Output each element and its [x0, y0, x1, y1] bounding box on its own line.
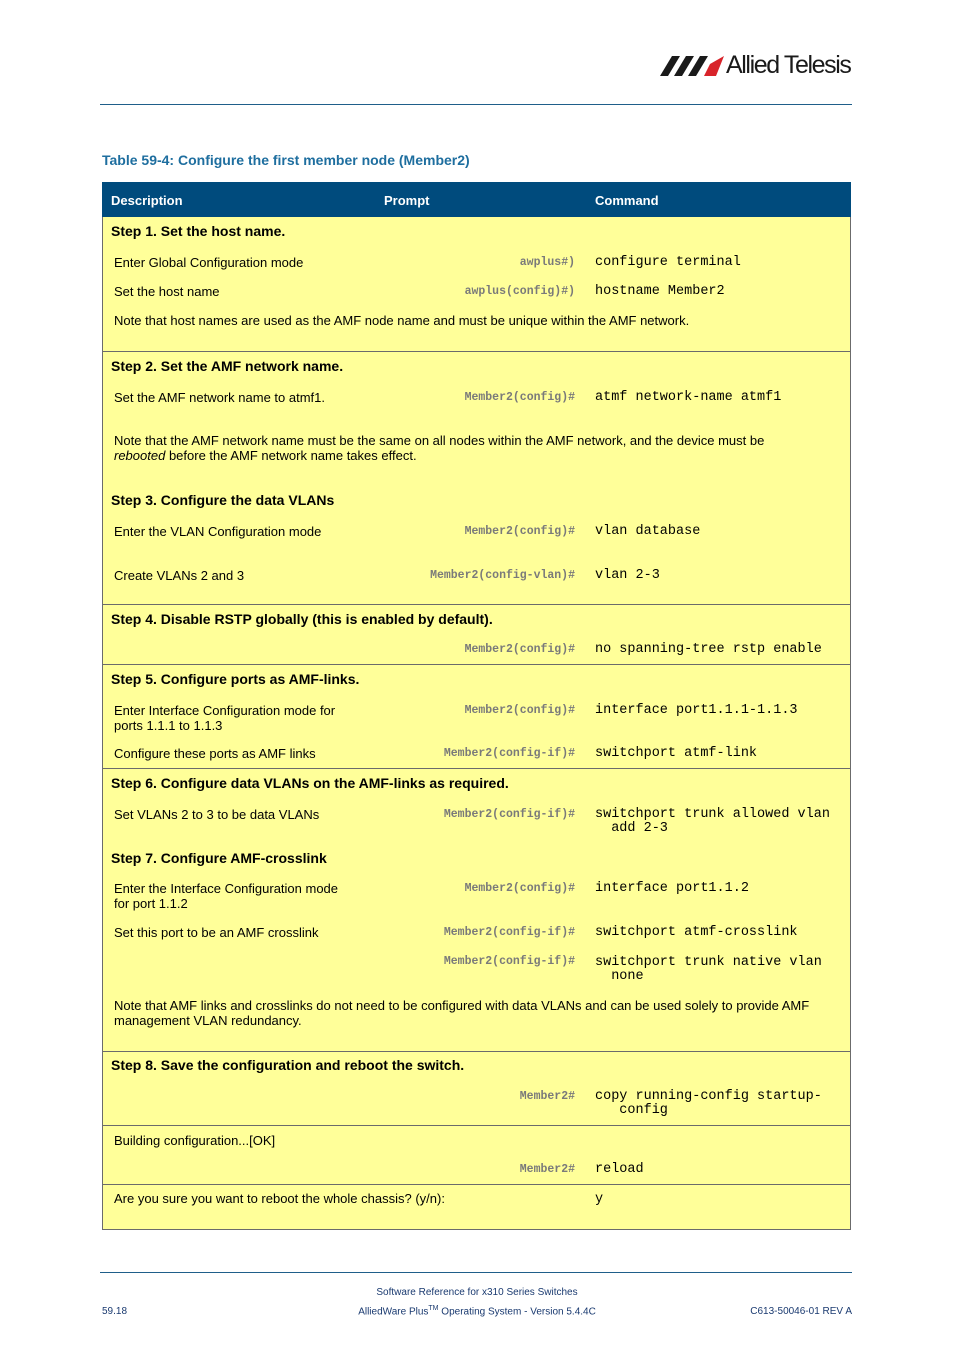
row-description — [114, 881, 338, 911]
allied-telesis-logo — [660, 50, 855, 82]
note-text: Note that the AMF network name must be the same on all nodes within the AMF network, and the device must be — [114, 433, 765, 448]
row-divider — [102, 351, 851, 352]
command-line: none — [595, 969, 644, 984]
header-description: Description — [111, 193, 183, 208]
step-4-heading: Step 4. Disable RSTP globally (this is enabled by default). — [111, 611, 493, 627]
row-prompt: Member2(config-vlan)# — [430, 569, 575, 582]
row-description: Set VLANs 2 to 3 to be data VLANs — [114, 807, 320, 822]
row-description: Set the host name — [114, 284, 220, 299]
row-description-line: Enter Interface Configuration mode for — [114, 703, 336, 718]
row-description: Enter Global Configuration mode — [114, 255, 304, 270]
table-header — [102, 182, 851, 217]
footer-rule — [100, 1272, 852, 1273]
note-text: before the AMF network name takes effect. — [165, 448, 417, 463]
row-prompt: Member2(config-if)# — [443, 747, 575, 760]
header-command: Command — [595, 193, 659, 208]
row-command: vlan database — [595, 524, 701, 539]
row-command: hostname Member2 — [595, 284, 725, 299]
command-line: add 2-3 — [595, 821, 668, 836]
step-5-heading: Step 5. Configure ports as AMF-links. — [111, 671, 360, 687]
row-divider — [102, 604, 851, 605]
row-prompt: Member2(config)# — [464, 391, 575, 404]
command-line: config — [595, 1103, 668, 1118]
row-prompt: Member2(config-if)# — [443, 955, 575, 968]
row-description: Building configuration...[OK] — [114, 1133, 276, 1148]
row-prompt: Member2# — [519, 1163, 575, 1176]
step-6-heading: Step 6. Configure data VLANs on the AMF-links as required. — [111, 775, 509, 791]
row-description-line: Enter the Interface Configuration mode — [114, 881, 339, 896]
row-command — [595, 956, 822, 984]
command-line: switchport trunk native vlan — [595, 955, 822, 970]
row-description-line: ports 1.1.1 to 1.1.3 — [114, 718, 223, 733]
row-divider — [102, 664, 851, 665]
header-prompt: Prompt — [384, 193, 430, 208]
step-2-heading: Step 2. Set the AMF network name. — [111, 358, 344, 374]
step-1-heading: Step 1. Set the host name. — [111, 223, 286, 239]
row-command: no spanning-tree rstp enable — [595, 642, 822, 657]
row-divider — [102, 768, 851, 769]
note-emphasis: rebooted — [114, 448, 166, 463]
row-command: y — [595, 1192, 604, 1207]
footer-title: Software Reference for x310 Series Switches — [376, 1287, 578, 1298]
row-prompt: awplus(config)#) — [464, 285, 575, 298]
trademark: TM — [428, 1305, 439, 1312]
row-command: configure terminal — [595, 255, 741, 270]
row-description: Create VLANs 2 and 3 — [114, 568, 245, 583]
note-host-name: Note that host names are used as the AMF node name and must be unique within the AMF network. — [114, 313, 690, 328]
row-prompt: Member2(config-if)# — [443, 926, 575, 939]
footer-product: AlliedWare Plus — [358, 1306, 429, 1318]
row-description: Set the AMF network name to atmf1. — [114, 390, 325, 405]
footer-version-text: Operating System - Version 5.4.4C — [438, 1306, 596, 1318]
row-command: interface port1.1.2 — [595, 881, 749, 896]
logo-mark-icon — [660, 52, 724, 78]
command-line: copy running-config startup- — [595, 1089, 822, 1104]
row-command: switchport atmf-link — [595, 746, 758, 761]
row-description: Set this port to be an AMF crosslink — [114, 925, 319, 940]
row-prompt: Member2(config)# — [464, 704, 575, 717]
row-prompt: Member2# — [519, 1090, 575, 1103]
row-prompt: Member2(config)# — [464, 882, 575, 895]
row-description: Enter the VLAN Configuration mode — [114, 524, 322, 539]
step-8-heading: Step 8. Save the configuration and reboot the switch. — [111, 1057, 465, 1073]
row-description — [114, 703, 335, 733]
row-prompt: awplus#) — [519, 256, 575, 269]
row-divider — [102, 1184, 851, 1185]
document-code: C613-50046-01 REV A — [750, 1306, 852, 1317]
note-crosslinks: Note that AMF links and crosslinks do not need to be configured with data VLANs and can be used solely to provide AMF management VLAN redundancy. — [114, 998, 810, 1028]
row-command: switchport atmf-crosslink — [595, 925, 798, 940]
row-command: vlan 2-3 — [595, 568, 660, 583]
table-caption: Table 59-4: Configure the first member node (Member2) — [102, 152, 470, 168]
row-command: atmf network-name atmf1 — [595, 390, 782, 405]
row-prompt: Member2(config-if)# — [443, 808, 575, 821]
row-divider — [102, 1051, 851, 1052]
row-divider — [102, 1125, 851, 1126]
step-7-heading: Step 7. Configure AMF-crosslink — [111, 850, 327, 866]
page-number: 59.18 — [102, 1306, 128, 1317]
row-description: Are you sure you want to reboot the whole chassis? (y/n): — [114, 1191, 445, 1206]
row-description: Configure these ports as AMF links — [114, 746, 316, 761]
step-3-heading: Step 3. Configure the data VLANs — [111, 492, 335, 508]
row-prompt: Member2(config)# — [464, 643, 575, 656]
note-network-name — [114, 433, 844, 463]
row-description-line: for port 1.1.2 — [114, 896, 188, 911]
row-command: reload — [595, 1162, 644, 1177]
logo-wordmark: Allied Telesis — [726, 51, 851, 79]
header-rule — [100, 104, 852, 105]
row-prompt: Member2(config)# — [464, 525, 575, 538]
row-command: interface port1.1.1-1.1.3 — [595, 703, 798, 718]
command-line: switchport trunk allowed vlan — [595, 807, 830, 822]
row-command — [595, 808, 830, 836]
row-command — [595, 1090, 822, 1118]
